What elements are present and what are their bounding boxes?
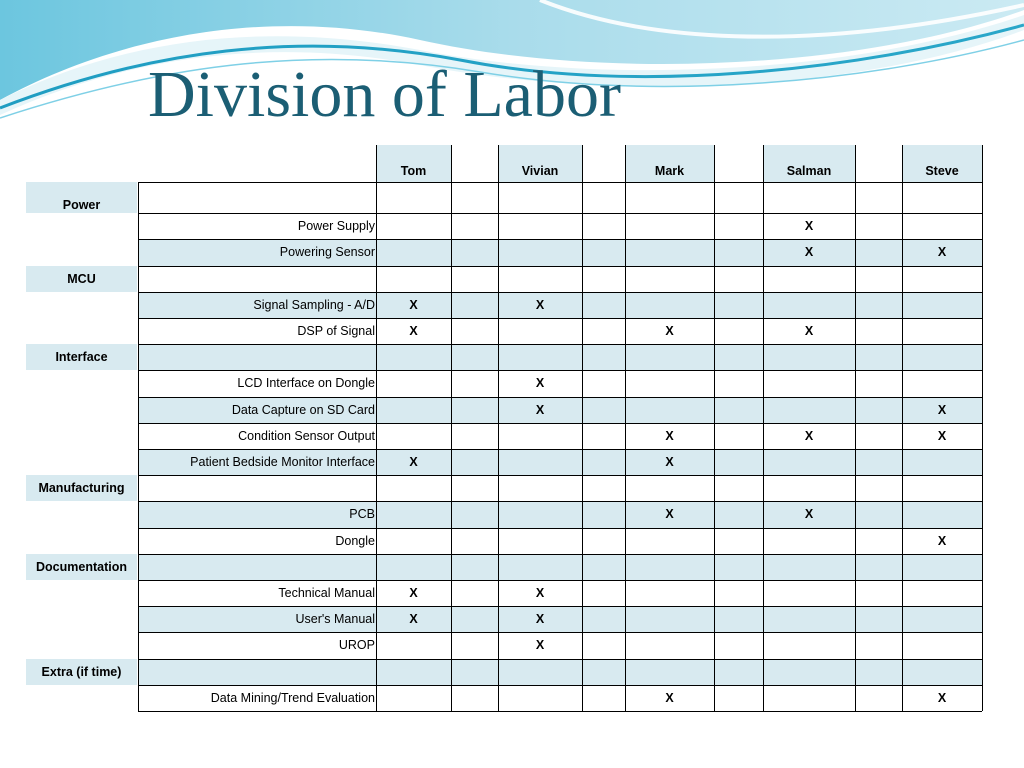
assignment-cell xyxy=(902,580,982,606)
spacer-cell xyxy=(714,685,763,711)
assignment-cell: X xyxy=(376,318,451,344)
assignment-cell xyxy=(625,397,714,423)
spacer-cell xyxy=(451,397,498,423)
assignment-cell xyxy=(902,632,982,658)
table-gridline xyxy=(376,182,377,711)
assignment-cell xyxy=(376,528,451,554)
assignment-cell: X xyxy=(498,632,582,658)
assignment-cell xyxy=(376,501,451,527)
assignment-cell: X xyxy=(498,370,582,396)
spacer-cell xyxy=(451,580,498,606)
assignment-cell xyxy=(498,318,582,344)
spacer-cell xyxy=(582,213,625,239)
spacer-cell xyxy=(582,501,625,527)
task-label: LCD Interface on Dongle xyxy=(138,370,376,396)
assignment-cell xyxy=(498,685,582,711)
task-label: DSP of Signal xyxy=(138,318,376,344)
table-gridline xyxy=(714,145,715,182)
spacer-cell xyxy=(714,292,763,318)
assignment-cell xyxy=(763,632,855,658)
assignment-cell xyxy=(376,239,451,265)
assignment-cell: X xyxy=(902,685,982,711)
spacer-cell xyxy=(451,528,498,554)
task-label: Data Capture on SD Card xyxy=(138,397,376,423)
assignment-cell xyxy=(376,632,451,658)
spacer-cell xyxy=(582,528,625,554)
assignment-cell: X xyxy=(376,606,451,632)
assignment-cell xyxy=(763,606,855,632)
assignment-cell xyxy=(498,213,582,239)
spacer-cell xyxy=(855,318,902,344)
assignment-cell: X xyxy=(763,318,855,344)
table-gridline xyxy=(902,145,903,182)
task-label: Signal Sampling - A/D xyxy=(138,292,376,318)
spacer-cell xyxy=(714,580,763,606)
table-gridline xyxy=(376,145,377,182)
task-label: Patient Bedside Monitor Interface xyxy=(138,449,376,475)
spacer-cell xyxy=(582,423,625,449)
spacer-cell xyxy=(451,501,498,527)
assignment-cell: X xyxy=(498,606,582,632)
assignment-cell: X xyxy=(763,501,855,527)
task-label: UROP xyxy=(138,632,376,658)
assignment-cell xyxy=(625,213,714,239)
assignment-cell: X xyxy=(625,449,714,475)
spacer-cell xyxy=(714,397,763,423)
spacer-cell xyxy=(714,239,763,265)
spacer-cell xyxy=(855,685,902,711)
category-label: Documentation xyxy=(26,554,137,580)
spacer-cell xyxy=(855,449,902,475)
spacer-cell xyxy=(855,370,902,396)
assignment-cell xyxy=(902,213,982,239)
assignment-cell xyxy=(763,528,855,554)
task-label: Powering Sensor xyxy=(138,239,376,265)
spacer-cell xyxy=(582,606,625,632)
spacer-cell xyxy=(855,423,902,449)
spacer-cell xyxy=(451,423,498,449)
spacer-cell xyxy=(582,685,625,711)
assignment-cell: X xyxy=(498,397,582,423)
spacer-cell xyxy=(451,370,498,396)
table-gridline xyxy=(763,182,764,711)
spacer-cell xyxy=(855,606,902,632)
assignment-cell: X xyxy=(763,213,855,239)
assignment-cell xyxy=(902,370,982,396)
spacer-cell xyxy=(714,213,763,239)
assignment-cell xyxy=(625,580,714,606)
spacer-cell xyxy=(451,213,498,239)
assignment-cell xyxy=(763,292,855,318)
table-gridline xyxy=(498,182,499,711)
assignment-cell: X xyxy=(763,239,855,265)
table-gridline xyxy=(138,711,982,712)
assignment-cell: X xyxy=(498,292,582,318)
assignment-cell xyxy=(902,606,982,632)
task-label: Condition Sensor Output xyxy=(138,423,376,449)
spacer-cell xyxy=(582,397,625,423)
spacer-cell xyxy=(855,580,902,606)
assignment-cell: X xyxy=(902,423,982,449)
assignment-cell xyxy=(498,528,582,554)
assignment-cell xyxy=(498,423,582,449)
table-gridline xyxy=(625,182,626,711)
spacer-cell xyxy=(714,423,763,449)
assignment-cell: X xyxy=(763,423,855,449)
assignment-cell xyxy=(763,685,855,711)
table-gridline xyxy=(982,145,983,182)
table-gridline xyxy=(982,182,983,711)
task-label: Data Mining/Trend Evaluation xyxy=(138,685,376,711)
assignment-cell: X xyxy=(902,239,982,265)
assignment-cell: X xyxy=(625,501,714,527)
table-gridline xyxy=(138,182,139,711)
assignment-cell: X xyxy=(625,318,714,344)
task-label: Power Supply xyxy=(138,213,376,239)
assignment-cell: X xyxy=(902,528,982,554)
spacer-cell xyxy=(582,449,625,475)
task-label: Dongle xyxy=(138,528,376,554)
task-label: Technical Manual xyxy=(138,580,376,606)
assignment-cell xyxy=(498,239,582,265)
spacer-cell xyxy=(582,580,625,606)
assignment-cell: X xyxy=(376,449,451,475)
table-gridline xyxy=(855,182,856,711)
spacer-cell xyxy=(714,370,763,396)
spacer-cell xyxy=(714,449,763,475)
member-header-mark: Mark xyxy=(625,145,714,182)
assignment-cell xyxy=(763,370,855,396)
assignment-cell xyxy=(625,528,714,554)
assignment-cell xyxy=(625,370,714,396)
spacer-cell xyxy=(582,239,625,265)
spacer-cell xyxy=(582,370,625,396)
spacer-cell xyxy=(451,449,498,475)
spacer-cell xyxy=(451,685,498,711)
table-gridline xyxy=(451,145,452,182)
assignment-cell xyxy=(763,397,855,423)
assignment-cell xyxy=(902,318,982,344)
spacer-cell xyxy=(714,501,763,527)
spacer-cell xyxy=(451,606,498,632)
table-gridline xyxy=(855,145,856,182)
task-label: PCB xyxy=(138,501,376,527)
table-gridline xyxy=(763,145,764,182)
table-gridline xyxy=(582,145,583,182)
spacer-cell xyxy=(855,397,902,423)
table-gridline xyxy=(625,145,626,182)
category-label: Interface xyxy=(26,344,137,370)
assignment-cell: X xyxy=(376,580,451,606)
category-label: Extra (if time) xyxy=(26,659,137,685)
spacer-cell xyxy=(855,239,902,265)
table-gridline xyxy=(582,182,583,711)
table-gridline xyxy=(902,182,903,711)
spacer-cell xyxy=(855,501,902,527)
table-gridline xyxy=(714,182,715,711)
spacer-cell xyxy=(582,318,625,344)
assignment-cell xyxy=(376,397,451,423)
assignment-cell xyxy=(902,501,982,527)
spacer-cell xyxy=(714,606,763,632)
member-header-salman: Salman xyxy=(763,145,855,182)
member-header-tom: Tom xyxy=(376,145,451,182)
table-gridline xyxy=(451,182,452,711)
spacer-cell xyxy=(855,528,902,554)
spacer-cell xyxy=(451,239,498,265)
member-header-steve: Steve xyxy=(902,145,982,182)
assignment-cell: X xyxy=(902,397,982,423)
spacer-cell xyxy=(582,632,625,658)
spacer-cell xyxy=(451,292,498,318)
assignment-cell xyxy=(902,449,982,475)
assignment-cell xyxy=(376,423,451,449)
spacer-cell xyxy=(855,632,902,658)
assignment-cell xyxy=(376,370,451,396)
assignment-cell xyxy=(376,685,451,711)
assignment-cell xyxy=(625,632,714,658)
assignment-cell xyxy=(763,580,855,606)
member-header-vivian: Vivian xyxy=(498,145,582,182)
assignment-cell xyxy=(498,501,582,527)
table-gridline xyxy=(498,145,499,182)
spacer-cell xyxy=(714,632,763,658)
slide-title: Division of Labor xyxy=(148,58,621,131)
spacer-cell xyxy=(855,213,902,239)
assignment-cell xyxy=(498,449,582,475)
spacer-cell xyxy=(714,528,763,554)
assignment-cell: X xyxy=(498,580,582,606)
spacer-cell xyxy=(451,318,498,344)
assignment-cell xyxy=(376,213,451,239)
task-label: User's Manual xyxy=(138,606,376,632)
spacer-cell xyxy=(855,292,902,318)
assignment-cell xyxy=(625,606,714,632)
assignment-cell xyxy=(625,292,714,318)
category-label: Manufacturing xyxy=(26,475,137,501)
assignment-cell xyxy=(763,449,855,475)
assignment-cell: X xyxy=(625,685,714,711)
category-label: Power xyxy=(26,182,137,213)
assignment-cell: X xyxy=(376,292,451,318)
category-label: MCU xyxy=(26,266,137,292)
assignment-cell xyxy=(625,239,714,265)
assignment-cell xyxy=(902,292,982,318)
spacer-cell xyxy=(451,632,498,658)
spacer-cell xyxy=(714,318,763,344)
assignment-cell: X xyxy=(625,423,714,449)
spacer-cell xyxy=(582,292,625,318)
